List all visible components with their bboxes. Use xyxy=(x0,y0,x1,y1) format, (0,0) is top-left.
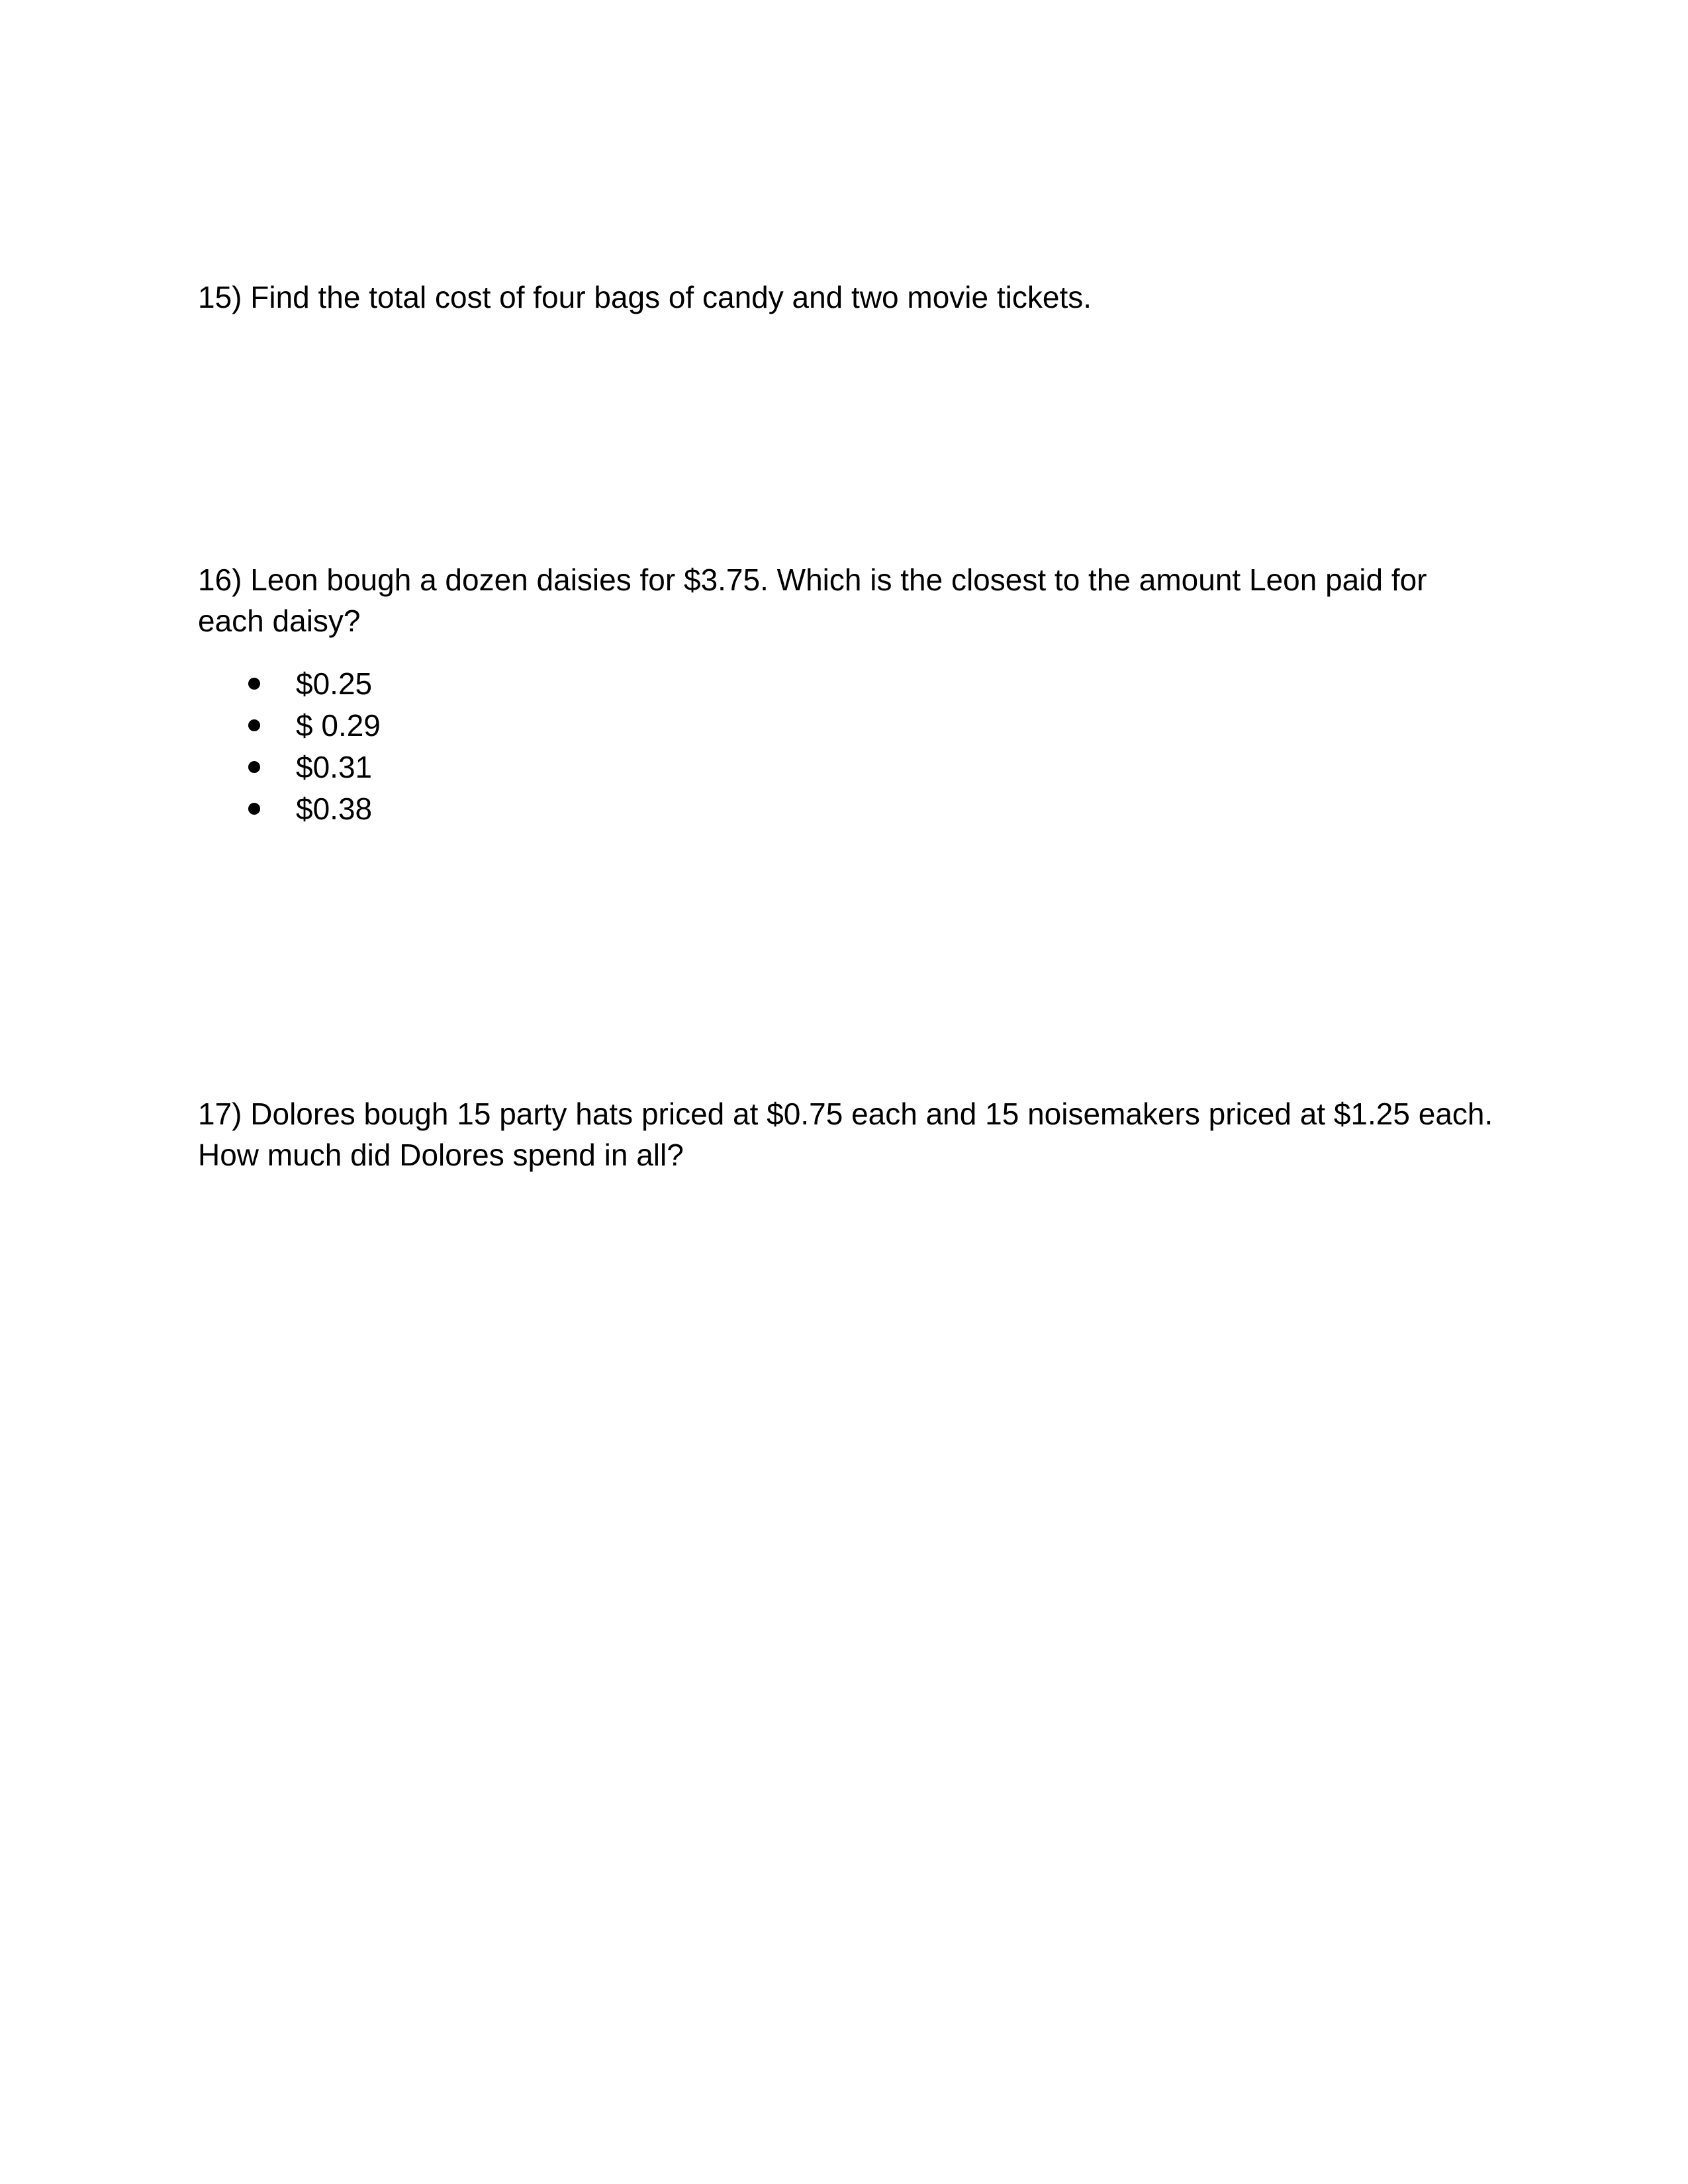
question-16 xyxy=(198,559,1495,641)
bullet-icon xyxy=(248,719,260,731)
question-17 xyxy=(198,1093,1495,1175)
question-15 xyxy=(198,277,1495,318)
answer-option-text: $0.25 xyxy=(296,666,373,701)
question-number: 16) xyxy=(198,563,242,597)
answer-option-text: $ 0.29 xyxy=(296,708,381,743)
question-text: Leon bough a dozen daisies for $3.75. Which is the closest to the amount Leon paid for each daisy? xyxy=(198,563,1427,638)
answer-option-text: $0.31 xyxy=(296,750,373,784)
question-text: Dolores bough 15 party hats priced at $0.75 each and 15 noisemakers priced at $1.25 each. How much did Dolores spend in all? xyxy=(198,1097,1493,1172)
answer-option-text: $0.38 xyxy=(296,792,373,826)
bullet-icon xyxy=(248,761,260,773)
question-number: 17) xyxy=(198,1097,242,1131)
question-text: Find the total cost of four bags of candy and two movie tickets. xyxy=(250,280,1092,314)
bullet-icon xyxy=(248,678,260,690)
bullet-icon xyxy=(248,803,260,815)
question-number: 15) xyxy=(198,280,242,314)
